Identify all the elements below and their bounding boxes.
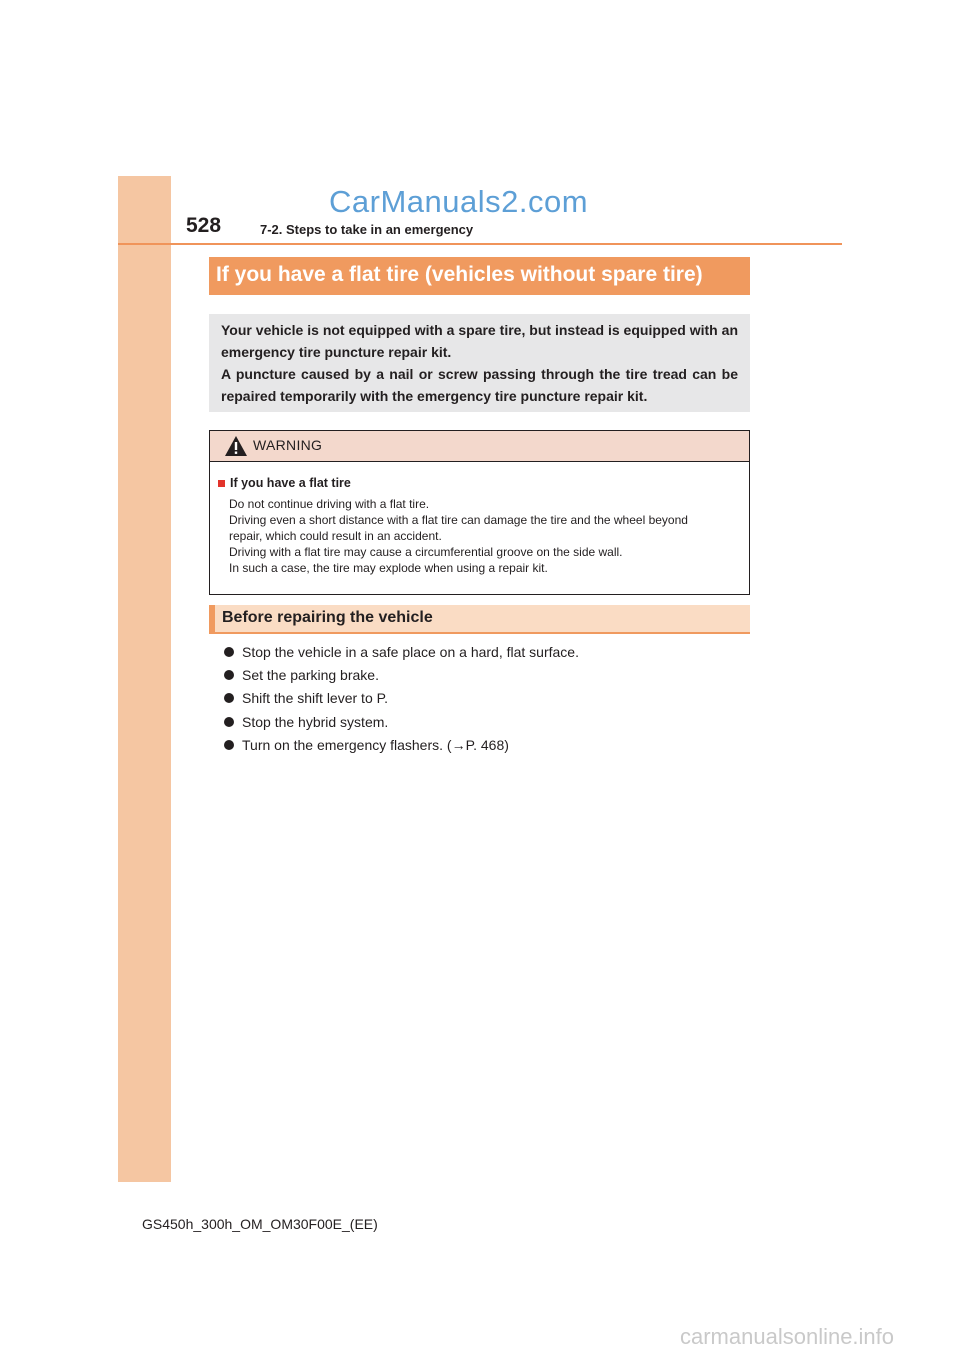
bullet-icon (224, 670, 234, 680)
footer-watermark: carmanualsonline.info (680, 1324, 895, 1349)
header-divider (118, 243, 842, 245)
warning-line: Driving with a flat tire may cause a circumferential groove on the side wall. (229, 545, 623, 559)
warning-label: WARNING (253, 437, 323, 453)
list-item-text: Stop the vehicle in a safe place on a hard, flat surface. (242, 643, 579, 660)
watermark-logo: CarManuals2.com (329, 184, 589, 219)
bullet-icon (224, 693, 234, 703)
list-item (224, 734, 579, 757)
before-repair-heading: Before repairing the vehicle (209, 605, 750, 634)
square-bullet-icon (218, 480, 225, 487)
warning-line: In such a case, the tire may explode when using a repair kit. (229, 561, 548, 575)
section-title: 7-2. Steps to take in an emergency (260, 222, 474, 237)
list-item (224, 640, 579, 663)
main-heading: If you have a flat tire (vehicles without spare tire) (209, 257, 750, 295)
warning-text (229, 496, 739, 576)
warning-box (209, 430, 750, 595)
intro-paragraph-2: A puncture caused by a nail or screw passing through the tire tread can be repaired temporarily with the emergency tire puncture repair kit. (221, 366, 738, 404)
list-item-text: Set the parking brake. (242, 667, 379, 684)
warning-subhead (218, 476, 739, 490)
intro-box (209, 314, 750, 412)
page-number: 528 (186, 214, 222, 237)
warning-line: Driving even a short distance with a flat tire can damage the tire and the wheel beyond (229, 513, 688, 527)
warning-line: Do not continue driving with a flat tire. (229, 497, 430, 511)
list-item (224, 663, 579, 686)
side-tab (118, 176, 171, 1182)
bullet-icon (224, 740, 234, 750)
list-item (224, 687, 579, 710)
list-item (224, 710, 579, 733)
before-repair-list (224, 640, 579, 757)
footer-code: GS450h_300h_OM_OM30F00E_(EE) (142, 1216, 378, 1232)
list-item-text: Stop the hybrid system. (242, 713, 389, 730)
list-item-text: Shift the shift lever to P. (242, 690, 389, 707)
intro-paragraph-1: Your vehicle is not equipped with a spare tire, but instead is equipped with an emergency tire puncture repair kit. (221, 322, 738, 360)
page-reference-link[interactable]: Turn on the emergency flashers. (→P. 468) (242, 737, 509, 754)
bullet-icon (224, 647, 234, 657)
warning-header (210, 431, 749, 462)
warning-body (210, 462, 749, 576)
warning-subhead-text: If you have a flat tire (230, 476, 351, 490)
warning-line: repair, which could result in an accident. (229, 529, 442, 543)
warning-triangle-icon (224, 435, 248, 457)
bullet-icon (224, 717, 234, 727)
